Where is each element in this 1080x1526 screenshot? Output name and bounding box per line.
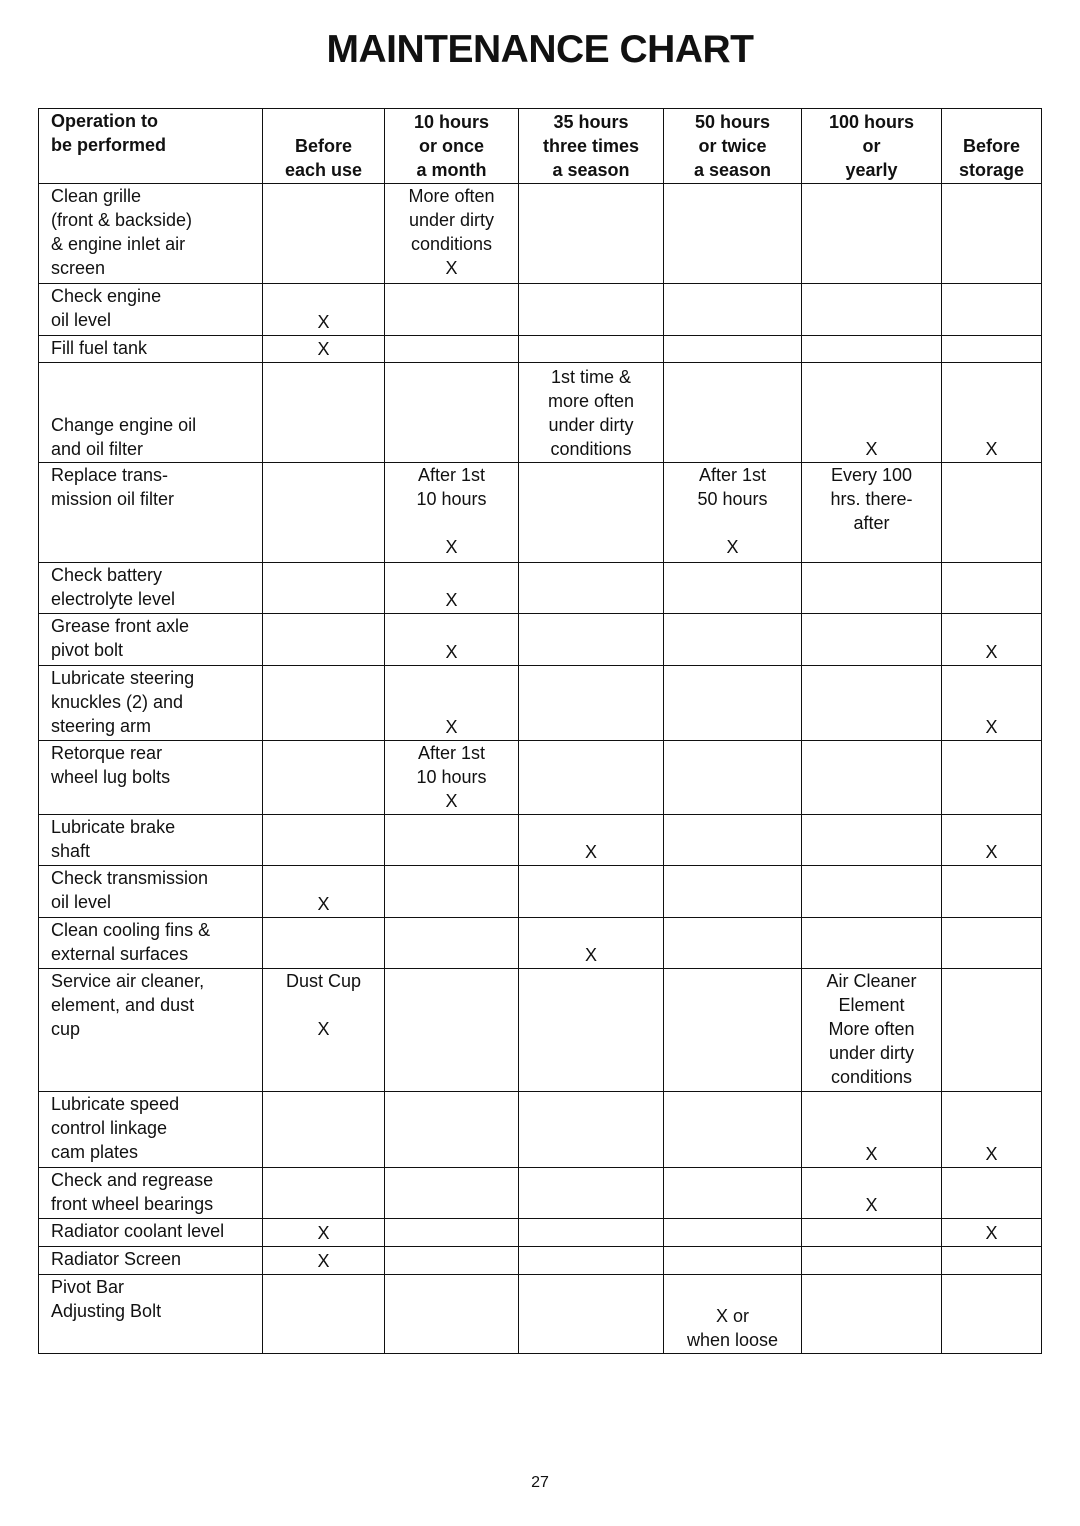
schedule-cell-10-hours	[385, 918, 519, 969]
schedule-cell-35-hours	[519, 1168, 664, 1219]
schedule-cell-50-hours	[664, 336, 802, 363]
schedule-cell-before-storage	[942, 918, 1042, 969]
schedule-cell-100-hours	[802, 741, 942, 815]
table-row	[39, 741, 1042, 815]
schedule-cell-10-hours	[385, 284, 519, 336]
schedule-cell-10-hours: After 1st 10 hours X	[385, 741, 519, 815]
schedule-cell-50-hours: After 1st 50 hours X	[664, 463, 802, 563]
schedule-cell-10-hours	[385, 1168, 519, 1219]
column-header-35-hours: 35 hours three times a season	[519, 109, 664, 184]
schedule-cell-50-hours	[664, 184, 802, 284]
schedule-cell-before-storage	[942, 741, 1042, 815]
operation-cell: Retorque rear wheel lug bolts	[39, 741, 263, 815]
schedule-cell-before-storage	[942, 1247, 1042, 1275]
schedule-cell-50-hours	[664, 363, 802, 463]
schedule-cell-35-hours	[519, 666, 664, 741]
table-row	[39, 1168, 1042, 1219]
schedule-cell-100-hours: Air Cleaner Element More often under dirty conditions	[802, 969, 942, 1092]
table-header-row	[39, 109, 1042, 184]
schedule-cell-35-hours	[519, 463, 664, 563]
operation-cell: Radiator Screen	[39, 1247, 263, 1275]
table-row	[39, 1092, 1042, 1168]
operation-cell: Check battery electrolyte level	[39, 563, 263, 614]
schedule-cell-before-each-use: X	[263, 1247, 385, 1275]
schedule-cell-35-hours	[519, 563, 664, 614]
schedule-cell-10-hours: After 1st 10 hours X	[385, 463, 519, 563]
schedule-cell-35-hours	[519, 1092, 664, 1168]
schedule-cell-before-each-use	[263, 1092, 385, 1168]
schedule-cell-50-hours	[664, 284, 802, 336]
schedule-cell-100-hours	[802, 184, 942, 284]
table-row	[39, 284, 1042, 336]
schedule-cell-10-hours: More often under dirty conditions X	[385, 184, 519, 284]
schedule-cell-35-hours	[519, 284, 664, 336]
schedule-cell-before-storage	[942, 184, 1042, 284]
schedule-cell-before-storage	[942, 1275, 1042, 1354]
column-header-50-hours: 50 hours or twice a season	[664, 109, 802, 184]
schedule-cell-50-hours	[664, 666, 802, 741]
operation-cell: Lubricate speed control linkage cam plates	[39, 1092, 263, 1168]
schedule-cell-before-storage	[942, 866, 1042, 918]
schedule-cell-35-hours: X	[519, 815, 664, 866]
schedule-cell-before-each-use	[263, 184, 385, 284]
schedule-cell-50-hours	[664, 1247, 802, 1275]
schedule-cell-35-hours	[519, 336, 664, 363]
schedule-cell-100-hours	[802, 815, 942, 866]
schedule-cell-50-hours	[664, 563, 802, 614]
schedule-cell-before-each-use: X	[263, 866, 385, 918]
schedule-cell-100-hours	[802, 563, 942, 614]
operation-cell: Change engine oil and oil filter	[39, 363, 263, 463]
table-row	[39, 363, 1042, 463]
operation-cell: Check and regrease front wheel bearings	[39, 1168, 263, 1219]
table-row	[39, 918, 1042, 969]
table-row	[39, 815, 1042, 866]
page-number: 27	[531, 1474, 549, 1491]
schedule-cell-100-hours: Every 100 hrs. there- after	[802, 463, 942, 563]
schedule-cell-before-each-use: X	[263, 284, 385, 336]
page-title: MAINTENANCE CHART	[326, 28, 754, 71]
table-row	[39, 336, 1042, 363]
schedule-cell-100-hours	[802, 1219, 942, 1247]
schedule-cell-35-hours	[519, 1275, 664, 1354]
schedule-cell-10-hours: X	[385, 614, 519, 666]
schedule-cell-before-each-use: Dust Cup X	[263, 969, 385, 1092]
schedule-cell-before-storage	[942, 563, 1042, 614]
schedule-cell-10-hours	[385, 1247, 519, 1275]
column-header-before-storage: Before storage	[942, 109, 1042, 184]
schedule-cell-35-hours	[519, 184, 664, 284]
schedule-cell-50-hours	[664, 1092, 802, 1168]
table-row	[39, 1247, 1042, 1275]
table-row	[39, 184, 1042, 284]
operation-cell: Fill fuel tank	[39, 336, 263, 363]
schedule-cell-10-hours	[385, 815, 519, 866]
operation-cell: Service air cleaner, element, and dust cup	[39, 969, 263, 1092]
operation-cell: Grease front axle pivot bolt	[39, 614, 263, 666]
schedule-cell-50-hours	[664, 918, 802, 969]
schedule-cell-before-each-use	[263, 1275, 385, 1354]
column-header-operation: Operation to be performed	[39, 109, 263, 184]
table-row	[39, 614, 1042, 666]
schedule-cell-100-hours	[802, 918, 942, 969]
table-row	[39, 563, 1042, 614]
maintenance-table	[38, 108, 1042, 1354]
column-header-10-hours: 10 hours or once a month	[385, 109, 519, 184]
schedule-cell-100-hours: X	[802, 363, 942, 463]
schedule-cell-before-each-use	[263, 1168, 385, 1219]
schedule-cell-50-hours	[664, 969, 802, 1092]
schedule-cell-100-hours: X	[802, 1092, 942, 1168]
column-header-before-each-use: Before each use	[263, 109, 385, 184]
schedule-cell-50-hours: X or when loose	[664, 1275, 802, 1354]
schedule-cell-50-hours	[664, 741, 802, 815]
schedule-cell-before-each-use	[263, 563, 385, 614]
operation-cell: Lubricate steering knuckles (2) and steering arm	[39, 666, 263, 741]
schedule-cell-50-hours	[664, 614, 802, 666]
schedule-cell-10-hours: X	[385, 563, 519, 614]
schedule-cell-before-each-use	[263, 363, 385, 463]
schedule-cell-before-storage: X	[942, 614, 1042, 666]
schedule-cell-35-hours	[519, 614, 664, 666]
schedule-cell-10-hours: X	[385, 666, 519, 741]
schedule-cell-100-hours	[802, 1247, 942, 1275]
schedule-cell-35-hours	[519, 969, 664, 1092]
table-row	[39, 866, 1042, 918]
schedule-cell-10-hours	[385, 363, 519, 463]
operation-cell: Pivot Bar Adjusting Bolt	[39, 1275, 263, 1354]
table-row	[39, 1219, 1042, 1247]
schedule-cell-before-each-use	[263, 614, 385, 666]
schedule-cell-35-hours	[519, 741, 664, 815]
schedule-cell-before-storage: X	[942, 1219, 1042, 1247]
schedule-cell-100-hours: X	[802, 1168, 942, 1219]
schedule-cell-10-hours	[385, 1219, 519, 1247]
schedule-cell-before-each-use	[263, 666, 385, 741]
schedule-cell-100-hours	[802, 614, 942, 666]
operation-cell: Clean grille (front & backside) & engine inlet air screen	[39, 184, 263, 284]
table-row	[39, 666, 1042, 741]
schedule-cell-before-storage: X	[942, 363, 1042, 463]
schedule-cell-before-each-use: X	[263, 336, 385, 363]
schedule-cell-35-hours: 1st time & more often under dirty conditions	[519, 363, 664, 463]
schedule-cell-100-hours	[802, 1275, 942, 1354]
schedule-cell-before-each-use	[263, 741, 385, 815]
operation-cell: Radiator coolant level	[39, 1219, 263, 1247]
schedule-cell-before-each-use	[263, 463, 385, 563]
column-header-100-hours: 100 hours or yearly	[802, 109, 942, 184]
schedule-cell-50-hours	[664, 1219, 802, 1247]
schedule-cell-before-storage	[942, 336, 1042, 363]
operation-cell: Clean cooling fins & external surfaces	[39, 918, 263, 969]
schedule-cell-before-storage	[942, 969, 1042, 1092]
schedule-cell-before-each-use	[263, 918, 385, 969]
schedule-cell-10-hours	[385, 1275, 519, 1354]
schedule-cell-before-storage	[942, 1168, 1042, 1219]
schedule-cell-10-hours	[385, 1092, 519, 1168]
operation-cell: Check engine oil level	[39, 284, 263, 336]
schedule-cell-35-hours: X	[519, 918, 664, 969]
operation-cell: Check transmission oil level	[39, 866, 263, 918]
schedule-cell-100-hours	[802, 866, 942, 918]
schedule-cell-before-storage: X	[942, 1092, 1042, 1168]
schedule-cell-before-each-use: X	[263, 1219, 385, 1247]
schedule-cell-before-storage: X	[942, 815, 1042, 866]
table-row	[39, 969, 1042, 1092]
schedule-cell-before-storage	[942, 284, 1042, 336]
schedule-cell-50-hours	[664, 866, 802, 918]
schedule-cell-100-hours	[802, 666, 942, 741]
schedule-cell-35-hours	[519, 1219, 664, 1247]
schedule-cell-100-hours	[802, 336, 942, 363]
schedule-cell-before-storage	[942, 463, 1042, 563]
schedule-cell-35-hours	[519, 1247, 664, 1275]
schedule-cell-before-each-use	[263, 815, 385, 866]
operation-cell: Replace trans- mission oil filter	[39, 463, 263, 563]
schedule-cell-50-hours	[664, 815, 802, 866]
operation-cell: Lubricate brake shaft	[39, 815, 263, 866]
schedule-cell-100-hours	[802, 284, 942, 336]
schedule-cell-35-hours	[519, 866, 664, 918]
table-row	[39, 463, 1042, 563]
table-row	[39, 1275, 1042, 1354]
schedule-cell-10-hours	[385, 866, 519, 918]
schedule-cell-10-hours	[385, 969, 519, 1092]
schedule-cell-50-hours	[664, 1168, 802, 1219]
schedule-cell-before-storage: X	[942, 666, 1042, 741]
schedule-cell-10-hours	[385, 336, 519, 363]
